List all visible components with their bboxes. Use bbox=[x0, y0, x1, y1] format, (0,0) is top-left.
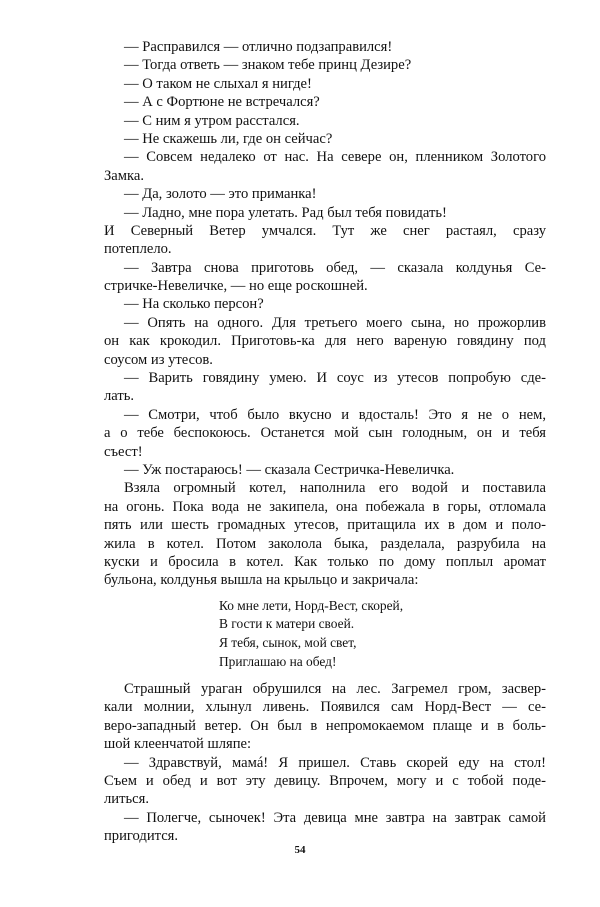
text-line: пригодится. bbox=[104, 828, 179, 845]
page-text bbox=[104, 38, 546, 846]
poem-block bbox=[104, 597, 546, 671]
text-line: — Расправился — отлично подзаправился! bbox=[124, 39, 393, 55]
poem-line: Приглашаю на обед! bbox=[219, 653, 337, 669]
text-line: — Полегче, сыночек! Эта девица мне завтра на завтрак самой bbox=[124, 809, 546, 826]
text-line: потеплело. bbox=[104, 241, 172, 258]
text-line: — Завтра снова приготовь обед, — сказала колдунья Се- bbox=[124, 259, 546, 276]
page-number: 54 bbox=[294, 844, 306, 856]
text-line: пять или шесть громадных утесов, притащила их в дом и поло- bbox=[104, 517, 546, 534]
text-line: Страшный ураган обрушился на лес. Загремел гром, засвер- bbox=[124, 681, 546, 698]
text-line: Съем и обед и вот эту девицу. Впрочем, могу и с тобой поде- bbox=[104, 773, 546, 790]
text-line: — С ним я утром расстался. bbox=[124, 112, 300, 129]
text-line: Взяла огромный котел, наполнила его водой и поставила bbox=[124, 480, 546, 497]
poem-line: В гости к матери своей. bbox=[219, 616, 355, 632]
text-line: съест! bbox=[104, 443, 143, 460]
poem-line: Ко мне лети, Норд-Вест, скорей, bbox=[219, 597, 404, 613]
text-line: — А с Фортюне не встречался? bbox=[124, 94, 320, 111]
text-line: литься. bbox=[104, 791, 149, 808]
text-line: И Северный Ветер умчался. Тут же снег растаял, сразу bbox=[104, 222, 546, 239]
text-line: — На сколько персон? bbox=[124, 296, 264, 313]
poem-line: Я тебя, сынок, мой свет, bbox=[219, 634, 357, 650]
text-line: — Не скажешь ли, где он сейчас? bbox=[124, 130, 333, 147]
text-line: а о тебе беспокоюсь. Останется мой сын голодным, он и тебя bbox=[104, 425, 546, 442]
text-line: — Совсем недалеко от нас. На севере он, пленником Золотого bbox=[124, 149, 546, 166]
text-line: куски и бросила в котел. Как только по дому поплыл аромат bbox=[104, 553, 546, 570]
text-line: — Варить говядину умею. И соус из утесов попробую сде- bbox=[124, 370, 546, 387]
text-line: кали молнии, хлынул ливень. Появился сам Норд-Вест — се- bbox=[104, 699, 546, 716]
text-line: — Опять на одного. Для третьего моего сына, но прожорлив bbox=[124, 314, 546, 331]
text-line: жила в котел. Потом заколола быка, разделала, разрубила на bbox=[104, 535, 546, 552]
text-line: стричке-Невеличке, — но еще роскошней. bbox=[104, 278, 368, 295]
text-line: на огонь. Пока вода не закипела, она побежала в горы, отломала bbox=[104, 498, 546, 515]
text-line: — Тогда ответь — знаком тебе принц Дезире? bbox=[124, 57, 412, 74]
text-line: — О таком не слыхал я нигде! bbox=[124, 75, 312, 92]
text-line: лать. bbox=[104, 388, 135, 405]
text-line: Замка. bbox=[104, 167, 145, 184]
text-line: он как крокодил. Приготовь-ка для него вареную говядину под bbox=[104, 333, 546, 350]
text-line: — Ладно, мне пора улетать. Рад был тебя повидать! bbox=[124, 204, 447, 221]
text-line: соусом из утесов. bbox=[104, 351, 213, 368]
text-line: — Смотри, чтоб было вкусно и вдосталь! Это я не о нем, bbox=[124, 406, 546, 423]
text-line: — Да, золото — это приманка! bbox=[124, 186, 317, 203]
text-line: веро-западный ветер. Он был в непромокаемом плаще и в боль- bbox=[104, 717, 546, 734]
text-line: — Здравствуй, мамá! Я пришел. Ставь скорей еду на стол! bbox=[124, 754, 546, 771]
text-line: шой клеенчатой шляпе: bbox=[104, 736, 252, 753]
text-line: — Уж постараюсь! — сказала Сестричка-Невеличка. bbox=[124, 461, 455, 478]
text-line: бульона, колдунья вышла на крыльцо и закричала: bbox=[104, 572, 419, 589]
